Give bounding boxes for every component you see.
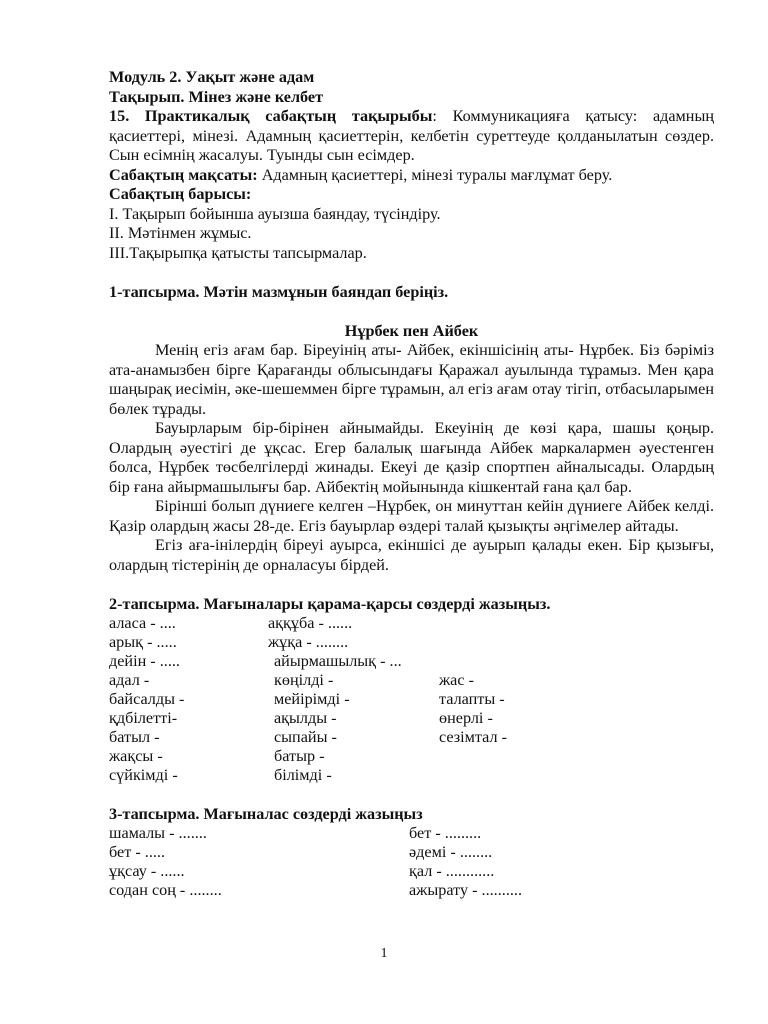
- task2-row: [109, 652, 714, 671]
- task3-word: бет - .....: [109, 843, 166, 861]
- task2-word: ақылды -: [274, 709, 337, 727]
- page-number: 1: [380, 946, 388, 961]
- goal-text: Адамның қасиеттері, мінезі туралы мағлұмат беру.: [257, 165, 613, 184]
- task2-word: аласа - ....: [109, 614, 176, 632]
- lesson-goal: [109, 166, 714, 186]
- task2-word: талапты -: [439, 690, 505, 708]
- document-content: [109, 68, 714, 900]
- task2-word: батыр -: [274, 747, 325, 765]
- task2-row: [109, 671, 714, 690]
- task2-row: [109, 633, 714, 652]
- task2-word: жас -: [439, 671, 474, 689]
- task1-title: 1-тапсырма. Мәтін мазмұнын баяндап беріңіз.: [109, 282, 449, 301]
- task2-word: айырмашылық - ...: [274, 652, 402, 670]
- task2-word: байсалды -: [109, 690, 185, 708]
- task3-word: ұқсау - ......: [109, 862, 185, 880]
- module-title: Модуль 2. Уақыт және адам: [109, 68, 315, 86]
- text-title: Нұрбек пен Айбек: [344, 321, 479, 340]
- paragraph-1: Менің егіз ағам бар. Біреуінің аты- Айбек, екіншісінің аты- Нұрбек. Біз бәріміз ата-анамызбен бірге Қарағанды облысындағы Қаражал ауылында тұрамыз. Мен қара шаңырақ иесімін, әке-шешеммен бірге тұрамын, ал егіз ағам отау тігіп, отбасыларымен бөлек тұрады.: [109, 341, 714, 418]
- task2-row: [109, 709, 714, 728]
- practical-label: 15. Практикалық сабақтың тақырыбы: [109, 107, 433, 125]
- task3-row: [109, 843, 714, 862]
- task2-word: аққұба - ......: [268, 614, 353, 632]
- goal-label: Сабақтың мақсаты:: [109, 165, 258, 184]
- task3-word: әдемі - ........: [409, 843, 493, 861]
- task3-row: [109, 824, 714, 843]
- task3-row: [109, 881, 714, 900]
- task3-word: қал - ............: [409, 862, 495, 880]
- practical-topic: [109, 107, 714, 166]
- task3-word: содан соң - ........: [109, 881, 222, 899]
- task2-word: сезімтал -: [439, 728, 508, 746]
- task2-word: жұқа - ........: [268, 633, 349, 651]
- task2-word: білімді -: [274, 766, 332, 784]
- topic-title: Тақырып. Мінез және келбет: [109, 87, 324, 106]
- task2-word: көңілді -: [274, 671, 334, 689]
- task3-word-list: [109, 824, 714, 900]
- task2-row: [109, 766, 714, 785]
- step-1: I. Тақырып бойынша ауызша баяндау, түсіндіру.: [109, 204, 441, 223]
- task2-word: адал -: [109, 671, 150, 689]
- task2-row: [109, 614, 714, 633]
- practical-text: : Коммуникацияға қатысу: адамның қасиеттері, мінезі. Адамның қасиеттерін, келбетін суреттеуде қолданылатын сөздер. Сын есімнің жасалуы. Туынды сын есімдер.: [109, 107, 714, 164]
- task3-row: [109, 862, 714, 881]
- task2-word: өнерлі -: [439, 709, 493, 727]
- task3-word: бет - .........: [409, 824, 482, 842]
- task2-word: сүйкімді -: [109, 766, 178, 784]
- task3-word: шамалы - .......: [109, 824, 207, 842]
- task2-title: 2-тапсырма. Мағыналары қарама-қарсы сөздерді жазыңыз.: [109, 594, 551, 613]
- paragraph-3: Бірінші болып дүниеге келген –Нұрбек, он минуттан кейін дүниеге Айбек келді. Қазір олардың жасы 28-де. Егіз бауырлар өздері талай қызықты әңгімелер айтады.: [109, 497, 714, 535]
- task2-word: сыпайы -: [274, 728, 337, 746]
- task2-word: дейін - .....: [109, 652, 180, 670]
- task2-word-list: [109, 614, 714, 785]
- task2-word: қдбілетті-: [109, 709, 178, 727]
- task2-row: [109, 747, 714, 766]
- paragraph-4: Егіз аға-інілердің біреуі ауырса, екіншісі де ауырып қалады екен. Бір қызығы, олардың тістерінің де орналасуы бірдей.: [109, 536, 714, 574]
- step-3: III.Тақырыпқа қатысты тапсырмалар.: [109, 243, 367, 262]
- task3-word: ажырату - ..........: [409, 881, 523, 899]
- task2-row: [109, 690, 714, 709]
- paragraph-2: Бауырларым бір-бірінен айнымайды. Екеуінің де көзі қара, шашы қоңыр. Олардың әуестігі де ұқсас. Егер балалық шағында Айбек маркалармен әуестенген болса, Нұрбек төсбелгілерді жинады. Екеуі де қазір спортпен айналысады. Олардың бір ғана айырмашылығы бар. Айбектің мойынында кішкентай ғана қал бар.: [109, 419, 714, 496]
- task2-word: арық - .....: [109, 633, 177, 651]
- task2-row: [109, 728, 714, 747]
- lesson-progress-label: Сабақтың барысы:: [109, 185, 252, 203]
- task2-word: жақсы -: [109, 747, 163, 765]
- task2-word: батыл -: [109, 728, 160, 746]
- task2-word: мейірімді -: [274, 690, 350, 708]
- step-2: II. Мәтінмен жұмыс.: [109, 224, 252, 242]
- task3-title: 3-тапсырма. Мағыналас сөздерді жазыңыз: [109, 804, 423, 823]
